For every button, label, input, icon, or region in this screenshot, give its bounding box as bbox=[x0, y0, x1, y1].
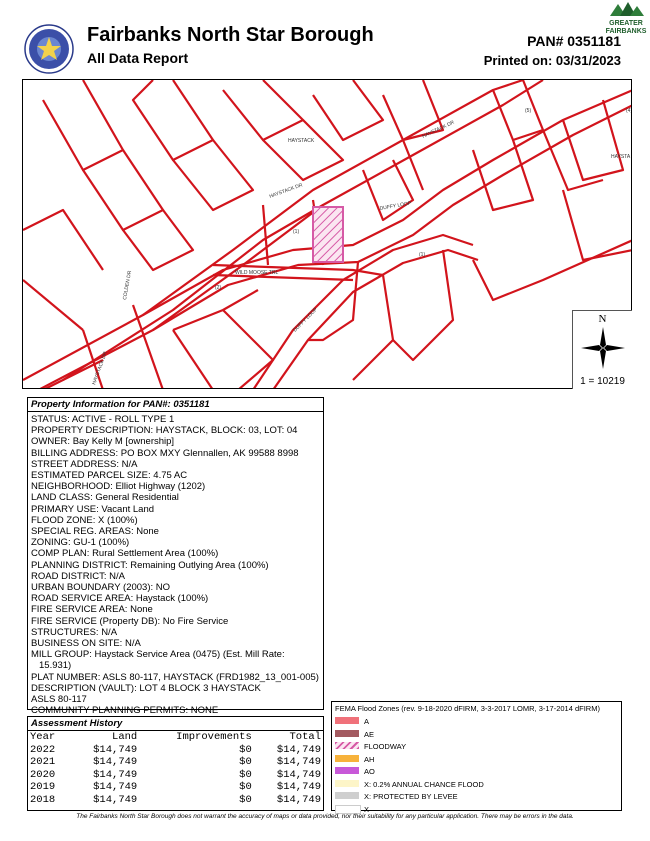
legend-label: AH bbox=[364, 754, 375, 764]
cell-improvements: $0 bbox=[239, 743, 252, 756]
printed-date: Printed on: 03/31/2023 bbox=[483, 53, 621, 68]
report-subtitle: All Data Report bbox=[87, 50, 189, 66]
col-total: Total bbox=[289, 731, 321, 743]
map-label-lot-4: (4) bbox=[626, 108, 633, 114]
map-label-haystack: HAYSTACK bbox=[288, 138, 315, 144]
greater-fairbanks-logo bbox=[604, 2, 648, 38]
legend-item bbox=[332, 740, 621, 753]
property-info-line: 15.931) bbox=[39, 660, 72, 672]
cell-land: $14,749 bbox=[93, 781, 138, 793]
cell-land: $14,749 bbox=[93, 768, 138, 781]
property-info-line: NEIGHBORHOOD: Elliot Highway (1202) bbox=[31, 481, 206, 493]
assessment-header-row bbox=[28, 731, 323, 744]
legend-label: FLOODWAY bbox=[364, 742, 407, 751]
legend-label: X: 0.2% ANNUAL CHANCE FLOOD bbox=[364, 779, 484, 789]
legend-title: FEMA Flood Zones (rev. 9-18-2020 dFIRM, 3-3-2017 LOMR, 3-17-2014 dFIRM) bbox=[335, 704, 600, 713]
cell-improvements: $0 bbox=[239, 768, 252, 781]
cell-improvements: $0 bbox=[239, 781, 252, 793]
legend-item bbox=[332, 790, 621, 803]
table-row bbox=[28, 781, 323, 794]
property-info-line: PLANNING DISTRICT: Remaining Outlying Area (100%) bbox=[31, 559, 269, 571]
map-label-lot-2: (2) bbox=[215, 285, 222, 291]
property-info-line: DESCRIPTION (VAULT): LOT 4 BLOCK 3 HAYSTACK bbox=[31, 682, 261, 694]
map-label-wild-moose-trl: WILD MOOSE TRL bbox=[235, 270, 279, 276]
property-info-line: MILL GROUP: Haystack Service Area (0475) (Est. Mill Rate: bbox=[31, 649, 285, 661]
map-label-duffy-loop: DUFFY LOOP bbox=[379, 200, 412, 212]
map-label-lot-1: (1) bbox=[293, 229, 300, 235]
legend-swatch bbox=[335, 717, 359, 724]
subject-parcel bbox=[313, 207, 343, 262]
property-info-lines bbox=[28, 412, 323, 718]
logo-text-greater: GREATER bbox=[609, 20, 643, 27]
cell-total: $14,749 bbox=[276, 743, 321, 756]
table-row bbox=[28, 744, 323, 757]
cell-year: 2019 bbox=[30, 781, 56, 793]
map-label-colden-dr: COLDEN DR bbox=[122, 270, 134, 301]
map-label-duffy-loop-2: DUFFY LOOP bbox=[292, 306, 319, 334]
col-improvements: Improvements bbox=[176, 731, 252, 743]
property-info-line: PLAT NUMBER: ASLS 80-117, HAYSTACK (FRD1982_13_001-005) bbox=[31, 671, 319, 683]
legend-swatch bbox=[335, 742, 359, 749]
assessment-table bbox=[28, 731, 323, 806]
north-label: N bbox=[598, 313, 607, 325]
assessment-header: Assessment History bbox=[28, 717, 323, 731]
property-info-line: ESTIMATED PARCEL SIZE: 4.75 AC bbox=[31, 470, 188, 482]
report-title: Fairbanks North Star Borough bbox=[87, 24, 374, 46]
assessment-history-panel bbox=[27, 716, 324, 811]
legend-item bbox=[332, 765, 621, 778]
legend-item bbox=[332, 753, 621, 766]
cell-improvements: $0 bbox=[239, 756, 252, 768]
cell-year: 2021 bbox=[30, 756, 56, 768]
cell-total: $14,749 bbox=[276, 793, 321, 806]
property-info-line: SPECIAL REG. AREAS: None bbox=[31, 526, 159, 538]
cell-land: $14,749 bbox=[93, 793, 138, 806]
property-info-line: ROAD DISTRICT: N/A bbox=[31, 570, 125, 582]
map-scale: 1 = 10219 bbox=[580, 376, 625, 387]
property-info-line: FIRE SERVICE AREA: None bbox=[31, 604, 153, 616]
property-info-line: STRUCTURES: N/A bbox=[31, 626, 118, 638]
cell-year: 2020 bbox=[30, 768, 56, 781]
legend-swatch bbox=[335, 730, 359, 737]
map-label-lot-1b: (1) bbox=[419, 252, 426, 258]
legend-item bbox=[332, 778, 621, 791]
legend-item bbox=[332, 728, 621, 741]
map-label-haystack-dr: HAYSTACK DR bbox=[268, 182, 304, 200]
property-info-line: BILLING ADDRESS: PO BOX MXY Glennallen, AK 99588 8998 bbox=[31, 447, 299, 459]
flood-zone-legend bbox=[331, 701, 622, 814]
legend-swatch bbox=[335, 767, 359, 774]
map-label-lot-5: (5) bbox=[525, 108, 532, 114]
property-info-line: ROAD SERVICE AREA: Haystack (100%) bbox=[31, 593, 209, 605]
property-info-line: STREET ADDRESS: N/A bbox=[31, 458, 138, 470]
cell-year: 2022 bbox=[30, 743, 56, 756]
parcel-map-drawing bbox=[23, 80, 632, 389]
legend-swatch bbox=[335, 780, 359, 787]
cell-land: $14,749 bbox=[93, 743, 138, 756]
legend-label: X: PROTECTED BY LEVEE bbox=[364, 792, 458, 801]
property-info-line: ASLS 80-117 bbox=[31, 694, 87, 706]
property-info-line: OWNER: Bay Kelly M [ownership] bbox=[31, 436, 175, 448]
property-info-line: STATUS: ACTIVE - ROLL TYPE 1 bbox=[31, 414, 175, 425]
map-label-haystack-dr-2: HAYSTACK DR bbox=[421, 119, 456, 140]
property-info-line: COMMUNITY PLANNING PERMITS: NONE bbox=[31, 705, 219, 717]
parcel-map[interactable] bbox=[22, 79, 632, 389]
legend-label: AE bbox=[364, 729, 375, 739]
compass-icon bbox=[579, 325, 627, 371]
property-info-line: ZONING: GU-1 (100%) bbox=[31, 537, 130, 549]
legend-label: A bbox=[364, 717, 370, 726]
property-info-line: COMP PLAN: Rural Settlement Area (100%) bbox=[31, 548, 219, 560]
borough-seal-logo bbox=[24, 24, 74, 74]
col-year: Year bbox=[30, 731, 56, 743]
property-info-line: LAND CLASS: General Residential bbox=[31, 492, 179, 504]
legend-label: AO bbox=[364, 767, 375, 776]
property-info-line: FIRE SERVICE (Property DB): No Fire Service bbox=[31, 615, 229, 627]
legend-item bbox=[332, 715, 621, 728]
cell-total: $14,749 bbox=[276, 756, 321, 768]
north-arrow-box bbox=[572, 310, 632, 389]
property-info-line: URBAN BOUNDARY (2003): NO bbox=[31, 582, 171, 594]
table-row bbox=[28, 756, 323, 769]
cell-land: $14,749 bbox=[93, 756, 138, 768]
legend-label: X bbox=[364, 804, 370, 814]
map-label-haystack-dr-3: HAYSTACK DR bbox=[91, 350, 109, 386]
col-land: Land bbox=[112, 731, 138, 743]
table-row bbox=[28, 769, 323, 782]
legend-swatch bbox=[335, 755, 359, 762]
table-row bbox=[28, 794, 323, 807]
legend-swatch bbox=[335, 792, 359, 799]
cell-total: $14,749 bbox=[276, 781, 321, 793]
disclaimer: The Fairbanks North Star Borough does not warrant the accuracy of maps or data provided, nor their suitability for any particular application. There may be errors in the data. bbox=[76, 813, 574, 820]
property-info-header: Property Information for PAN#: 0351181 bbox=[28, 398, 323, 412]
property-info-line: PRIMARY USE: Vacant Land bbox=[31, 503, 155, 515]
cell-total: $14,749 bbox=[276, 768, 321, 781]
cell-improvements: $0 bbox=[239, 793, 252, 806]
pan-number: PAN# 0351181 bbox=[527, 33, 621, 49]
cell-year: 2018 bbox=[30, 793, 56, 806]
property-info-panel bbox=[27, 397, 324, 717]
property-info-line: BUSINESS ON SITE: N/A bbox=[31, 638, 141, 650]
map-label-haystack-right: HAYSTA bbox=[611, 154, 631, 160]
logo-text-fairbanks: FAIRBANKS bbox=[605, 28, 647, 35]
property-info-line: PROPERTY DESCRIPTION: HAYSTACK, BLOCK: 03, LOT: 04 bbox=[31, 425, 298, 437]
property-info-line: FLOOD ZONE: X (100%) bbox=[31, 514, 138, 526]
